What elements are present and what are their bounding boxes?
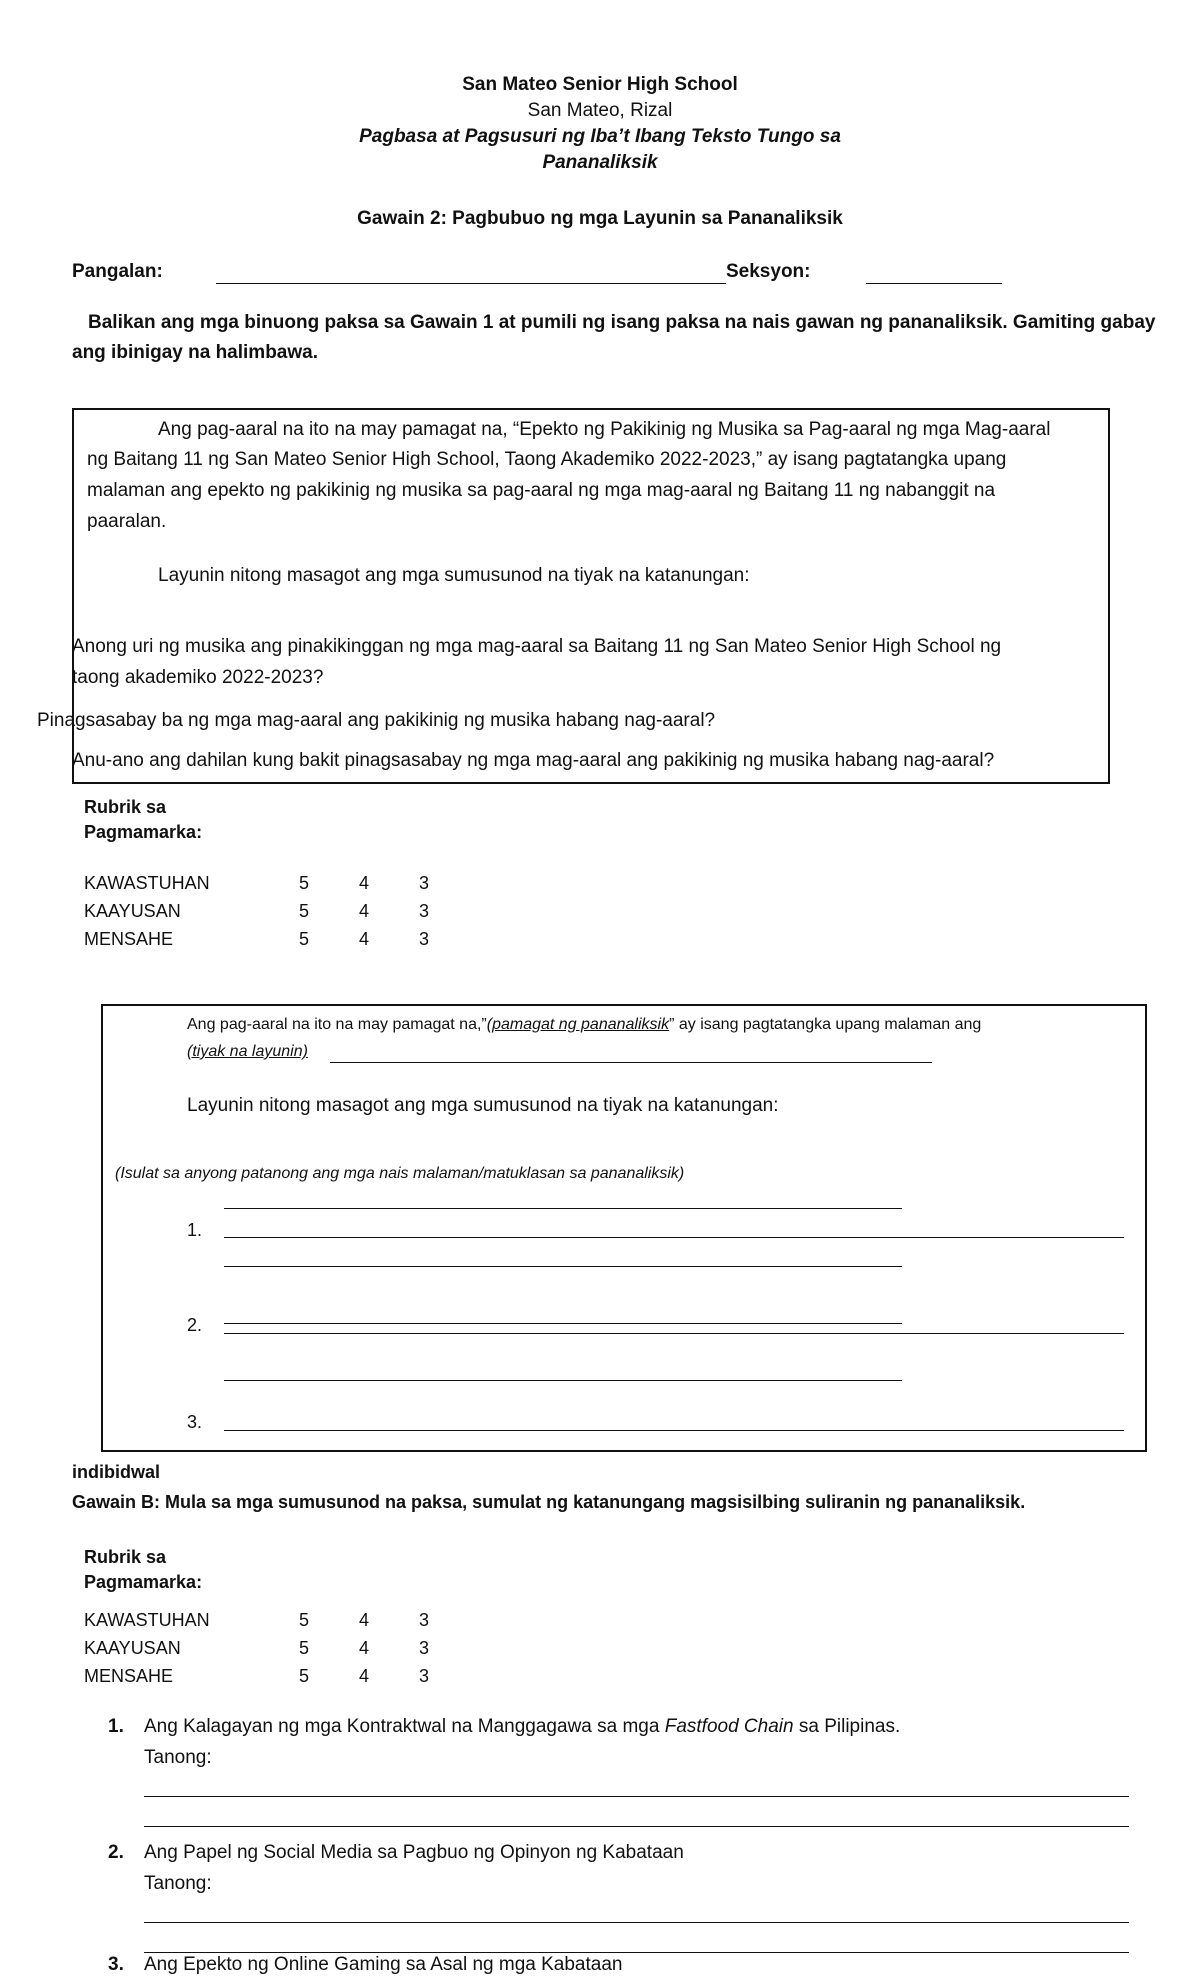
template-box xyxy=(101,1004,1147,1452)
topic-1-number: 1. xyxy=(108,1716,124,1737)
rubric-score: 5 xyxy=(299,873,310,893)
rubric-score: 3 xyxy=(419,1666,430,1686)
rubric-criterion: KAAYUSAN xyxy=(84,901,181,921)
topic-1-prefix: Ang Kalagayan ng mga Kontraktwal na Manggagawa sa mga xyxy=(144,1716,665,1737)
rubric-row xyxy=(84,926,479,954)
rubric-score: 3 xyxy=(419,1610,430,1630)
topic-2-question-label: Tanong: xyxy=(144,1873,212,1894)
rubric-1-table xyxy=(84,870,479,954)
answer-line[interactable] xyxy=(224,1323,902,1324)
answer-line-3[interactable] xyxy=(224,1430,1124,1431)
example-paragraph-line4: paaralan. xyxy=(87,511,167,532)
section-b-title: Gawain B: Mula sa mga sumusunod na paksa, sumulat ng katanungang magsisilbing suliranin ng pananaliksik. xyxy=(72,1492,1026,1512)
template-line1-prefix: Ang pag-aaral na ito na may pamagat na,” xyxy=(187,1016,487,1033)
item-number-1: 1. xyxy=(187,1220,203,1240)
rubric-score: 5 xyxy=(299,929,310,949)
rubric-criterion: MENSAHE xyxy=(84,1666,174,1686)
school-name: San Mateo Senior High School xyxy=(462,74,738,95)
rubric-score: 4 xyxy=(359,929,370,949)
rubric-2-title-line1: Rubrik sa xyxy=(84,1547,167,1567)
rubric-score: 3 xyxy=(419,901,430,921)
topic-1-italic: Fastfood Chain xyxy=(664,1716,794,1737)
rubric-row xyxy=(84,870,479,898)
rubric-2-title-line2: Pagmamarka: xyxy=(84,1572,203,1592)
template-objective-line[interactable] xyxy=(330,1062,932,1063)
rubric-score: 3 xyxy=(419,873,430,893)
rubric-1-title-line1: Rubrik sa xyxy=(84,797,167,817)
answer-line-1[interactable] xyxy=(224,1237,1124,1238)
template-line1 xyxy=(187,1014,981,1036)
example-question-2: Pinagsasabay ba ng mga mag-aaral ang pakikinig ng musika habang nag-aaral? xyxy=(37,710,716,731)
rubric-score: 4 xyxy=(359,1666,370,1686)
section-label: Seksyon: xyxy=(726,261,811,282)
example-paragraph-line3: malaman ang epekto ng pakikinig ng musika sa pag-aaral ng mga mag-aaral ng Baitang 11 ng nabanggit na xyxy=(87,480,996,501)
topic-3: Ang Epekto ng Online Gaming sa Asal ng mga Kabataan xyxy=(144,1954,623,1975)
section-b-label: indibidwal xyxy=(72,1462,160,1482)
example-question-1-line2: taong akademiko 2022-2023? xyxy=(72,667,324,688)
topic-2-answer-line-1[interactable] xyxy=(144,1922,1129,1923)
rubric-row xyxy=(84,1663,479,1691)
school-location: San Mateo, Rizal xyxy=(527,100,673,121)
topic-1-answer-line-1[interactable] xyxy=(144,1796,1129,1797)
rubric-score: 5 xyxy=(299,1638,310,1658)
rubric-score: 4 xyxy=(359,1610,370,1630)
rubric-criterion: KAWASTUHAN xyxy=(84,873,210,893)
rubric-row xyxy=(84,1607,479,1635)
topic-3-number: 3. xyxy=(108,1954,124,1975)
instructions-line2: ang ibinigay na halimbawa. xyxy=(72,342,318,363)
instructions-line1: Balikan ang mga binuong paksa sa Gawain 1 at pumili ng isang paksa na nais gawan ng pananaliksik. Gamiting gabay xyxy=(88,312,1156,333)
template-objective-placeholder: (tiyak na layunin) xyxy=(187,1043,308,1060)
example-question-3: Anu-ano ang dahilan kung bakit pinagsasabay ng mga mag-aaral ang pakikinig ng musika habang nag-aaral? xyxy=(72,750,995,771)
item-number-3: 3. xyxy=(187,1412,203,1432)
rubric-score: 4 xyxy=(359,1638,370,1658)
rubric-criterion: MENSAHE xyxy=(84,929,174,949)
template-objective-intro: Layunin nitong masagot ang mga sumusunod na tiyak na katanungan: xyxy=(187,1095,779,1116)
topic-1-suffix: sa Pilipinas. xyxy=(793,1716,901,1737)
rubric-criterion: KAWASTUHAN xyxy=(84,1610,210,1630)
template-note: (Isulat sa anyong patanong ang mga nais malaman/matuklasan sa pananaliksik) xyxy=(115,1165,685,1182)
rubric-2-table xyxy=(84,1607,479,1691)
example-objective-intro: Layunin nitong masagot ang mga sumusunod na tiyak na katanungan: xyxy=(158,565,750,586)
rubric-score: 4 xyxy=(359,901,370,921)
rubric-1-title-line2: Pagmamarka: xyxy=(84,822,203,842)
rubric-row xyxy=(84,898,479,926)
rubric-score: 3 xyxy=(419,929,430,949)
rubric-row xyxy=(84,1635,479,1663)
answer-line[interactable] xyxy=(224,1208,902,1209)
topic-1 xyxy=(144,1714,900,1740)
rubric-criterion: KAAYUSAN xyxy=(84,1638,181,1658)
rubric-score: 5 xyxy=(299,1610,310,1630)
subject-title-line2: Pananaliksik xyxy=(542,152,658,173)
rubric-score: 4 xyxy=(359,873,370,893)
answer-line[interactable] xyxy=(224,1266,902,1267)
answer-line-2[interactable] xyxy=(224,1333,1124,1334)
answer-line[interactable] xyxy=(224,1380,902,1381)
section-field[interactable] xyxy=(866,283,1002,284)
name-label: Pangalan: xyxy=(72,261,163,282)
example-paragraph-line1: Ang pag-aaral na ito na may pamagat na, “Epekto ng Pakikinig ng Musika sa Pag-aaral ng mga Mag-aaral xyxy=(158,419,1051,440)
example-paragraph-line2: ng Baitang 11 ng San Mateo Senior High School, Taong Akademiko 2022-2023,” ay isang pagtatangka upang xyxy=(87,449,1007,470)
rubric-score: 5 xyxy=(299,901,310,921)
topic-1-question-label: Tanong: xyxy=(144,1747,212,1768)
topic-2: Ang Papel ng Social Media sa Pagbuo ng Opinyon ng Kabataan xyxy=(144,1842,684,1863)
rubric-score: 5 xyxy=(299,1666,310,1686)
activity-title: Gawain 2: Pagbubuo ng mga Layunin sa Pananaliksik xyxy=(357,208,843,229)
subject-title-line1: Pagbasa at Pagsusuri ng Iba’t Ibang Teksto Tungo sa xyxy=(359,126,841,147)
name-field[interactable] xyxy=(216,283,726,284)
example-question-1-line1: Anong uri ng musika ang pinakikinggan ng mga mag-aaral sa Baitang 11 ng San Mateo Senior High School ng xyxy=(72,636,1002,657)
template-title-placeholder: (pamagat ng pananaliksik xyxy=(486,1016,670,1033)
rubric-score: 3 xyxy=(419,1638,430,1658)
template-line1-suffix: ” ay isang pagtatangka upang malaman ang xyxy=(669,1016,982,1033)
topic-1-answer-line-2[interactable] xyxy=(144,1826,1129,1827)
item-number-2: 2. xyxy=(187,1315,203,1335)
topic-2-number: 2. xyxy=(108,1842,124,1863)
